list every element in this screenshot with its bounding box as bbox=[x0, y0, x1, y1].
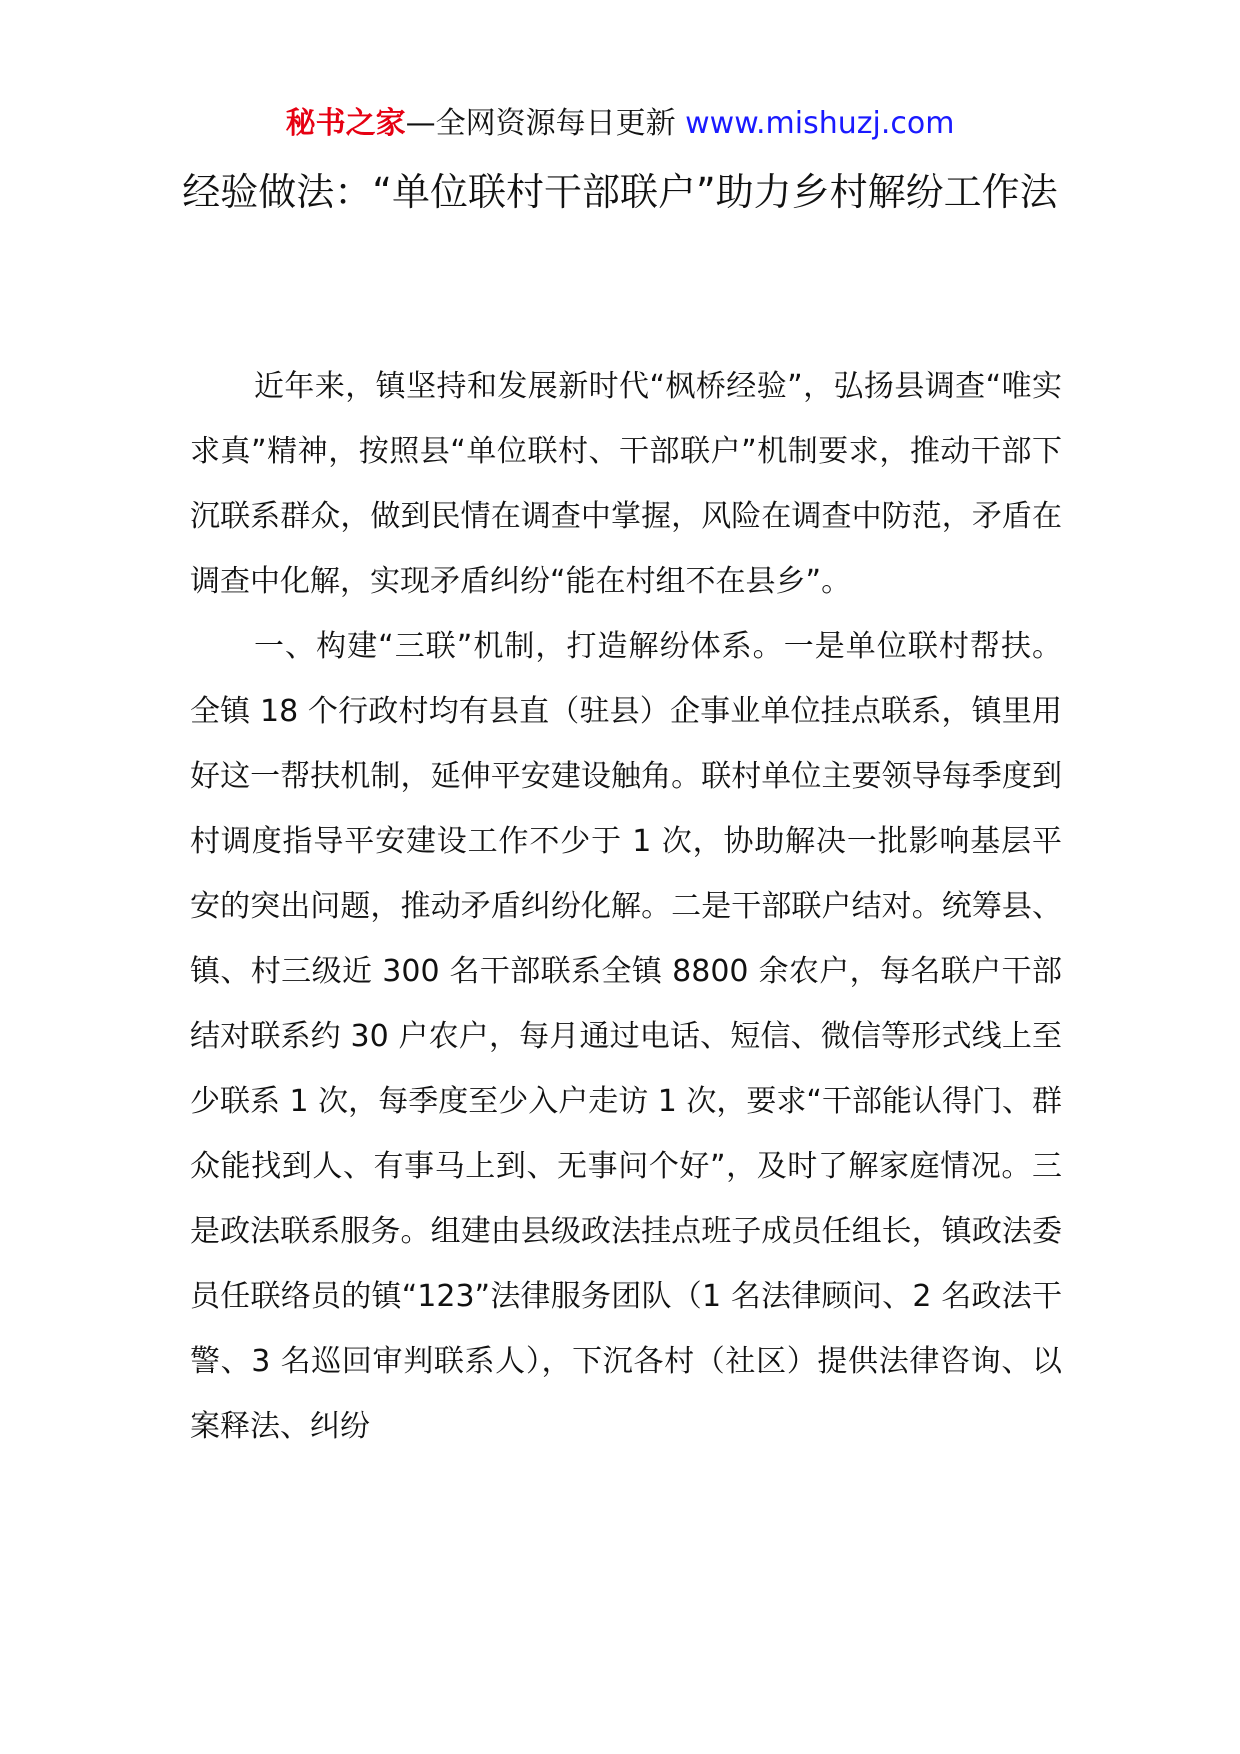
paragraph-section-one: 一、构建“三联”机制，打造解纷体系。一是单位联村帮扶。全镇 18 个行政村均有县直（驻县）企事业单位挂点联系，镇里用好这一帮扶机制，延伸平安建设触角。联村单位主要领导每季度到村调度指导平安建设工作不少于 1 次，协助解决一批影响基层平安的突出问题，推动矛盾纠纷化解。二是干部联户结对。统筹县、镇、村三级近 300 名干部联系全镇 8800 余农户，每名联户干部结对联系约 30 户农户，每月通过电话、短信、微信等形式线上至少联系 1 次，每季度至少入户走访 1 次，要求“干部能认得门、群众能找到人、有事马上到、无事问个好”，及时了解家庭情况。三是政法联系服务。组建由县级政法挂点班子成员任组长，镇政法委员任联络员的镇“123”法律服务团队（1 名法律顾问、2 名政法干警、3 名巡回审判联系人），下沉各村（社区）提供法律咨询、以案释法、纠纷 bbox=[190, 629, 1062, 1444]
site-url-link[interactable]: www.mishuzj.com bbox=[685, 106, 955, 141]
site-header bbox=[0, 100, 1240, 148]
document-body bbox=[190, 354, 1062, 1459]
document-title: 经验做法：“单位联村干部联户”助力乡村解纷工作法 bbox=[182, 170, 1058, 214]
site-brand: 秘书之家 bbox=[285, 106, 406, 141]
site-tagline: —全网资源每日更新 bbox=[405, 106, 686, 141]
paragraph-intro: 近年来，镇坚持和发展新时代“枫桥经验”，弘扬县调查“唯实求真”精神，按照县“单位联村、干部联户”机制要求，推动干部下沉联系群众，做到民情在调查中掌握，风险在调查中防范，矛盾在调查中化解，实现矛盾纠纷“能在村组不在县乡”。 bbox=[190, 369, 1062, 599]
